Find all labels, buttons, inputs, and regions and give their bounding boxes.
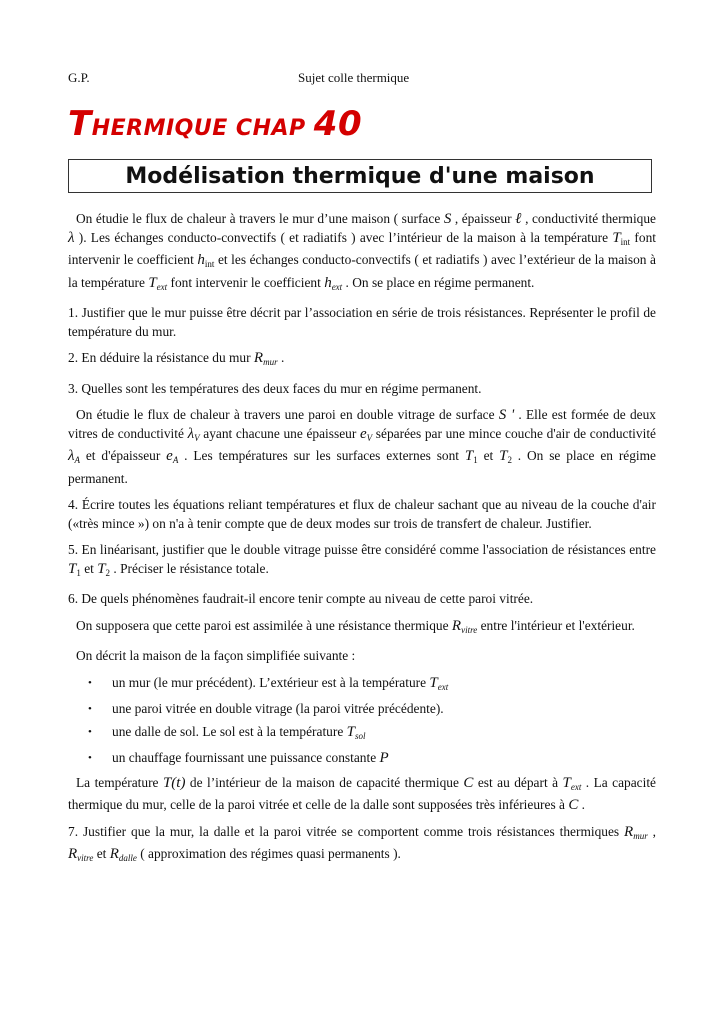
header-author: G.P. [68,70,90,85]
question-6: 6. De quels phénomènes faudrait-il encore tenir compte au niveau de cette paroi vitrée. [68,591,534,606]
question-4: 4. Écrire toutes les équations reliant températures et flux de chaleur sachant que au niveau de la couche d'air («très mince ») on n'a à tenir compte que de deux modes sur trois de transfert de chaleur. Justifier. [68,497,656,531]
bullet-icon: • [88,676,92,689]
subtitle: Modélisation thermique d'une maison [125,164,595,189]
list-item: • une paroi vitrée en double vitrage (la paroi vitrée précédente). [68,700,656,719]
question-1: 1. Justifier que le mur puisse être décrit par l’association en série de trois résistances. Représenter le profil de température du mur. [68,305,656,339]
question-5: 5. En linéarisant, justifier que le double vitrage puisse être considéré comme l'association de résistances entre $T_1$ et $T_2$ . Préciser le résistance totale. [68,542,656,578]
bullet-icon: • [88,703,92,715]
house-elements-list [68,674,656,768]
list-item: • une dalle de sol. Le sol est à la température $T_{sol}$ [88,723,366,741]
bullet-icon: • [88,752,92,764]
title-first-letter: T [68,104,92,144]
vitre-paragraph: On supposera que cette paroi est assimilée à une résistance thermique $R_{vitre}$ entre l'intérieur et l'extérieur. [76,617,635,635]
title-chap: CHAP [235,116,314,141]
question-3: 3. Quelles sont les températures des deux faces du mur en régime permanent. [68,380,482,396]
list-item: • un chauffage fournissant une puissance constante P [88,750,389,766]
intro-paragraph: On étudie le flux de chaleur à travers le mur d’une maison ( surface S , épaisseur ℓ , conductivité thermique λ ). Les échanges conducto-convectifs ( et radiatifs ) avec l’intérieur de la maison à la température $T_{int}$ font intervenir le coefficient $h_{int}$ et les échanges conducto-convectifs ( et radiatifs ) avec l’extérieur de la maison à la température $T_{ext}$ font intervenir le coefficient $h_{ext}$ . On se place en régime permanent. [68,211,657,292]
bullet-icon: • [88,725,92,738]
question-7: 7. Justifier que la mur, la dalle et la paroi vitrée se comportent comme trois résistances thermiques $R_{mur}$ , $R_{vitre}$ et $R_{dalle}$ ( approximation des régimes quasi permanents ). [68,823,656,863]
double-glazing-paragraph: On étudie le flux de chaleur à travers une paroi en double vitrage de surface S ' . Elle est formée de deux vitres de conductivité $\lambda_V$ ayant chacune une épaisseur $e_V$ séparées par une mince couche d'air de conductivité $\lambda_A$ et d'épaisseur $e_A$ . Les températures sur les surfaces externes sont $T_1$ et $T_2$ . On se place en régime permanent. [68,407,657,486]
chapter-title [68,104,362,144]
house-description-intro: On décrit la maison de la façon simplifiée suivante : [76,648,356,663]
document-body [68,210,656,876]
title-number: 40 [313,104,363,144]
list-item: • un mur (le mur précédent). L’extérieur est à la température $T_{ext}$ [88,674,449,692]
title-rest: HERMIQUE [91,116,236,141]
header-subject: Sujet colle thermique [298,70,410,85]
question-2: 2. En déduire la résistance du mur $R_{mur}$ . [68,350,285,367]
subtitle-box [68,159,652,193]
temperature-paragraph: La température T(t) de l’intérieur de la maison de capacité thermique C est au départ à $T_{ext}$ . La capacité thermique du mur, celle de la paroi vitrée et celle de la dalle sont supposées très inférieures à C . [68,774,656,813]
